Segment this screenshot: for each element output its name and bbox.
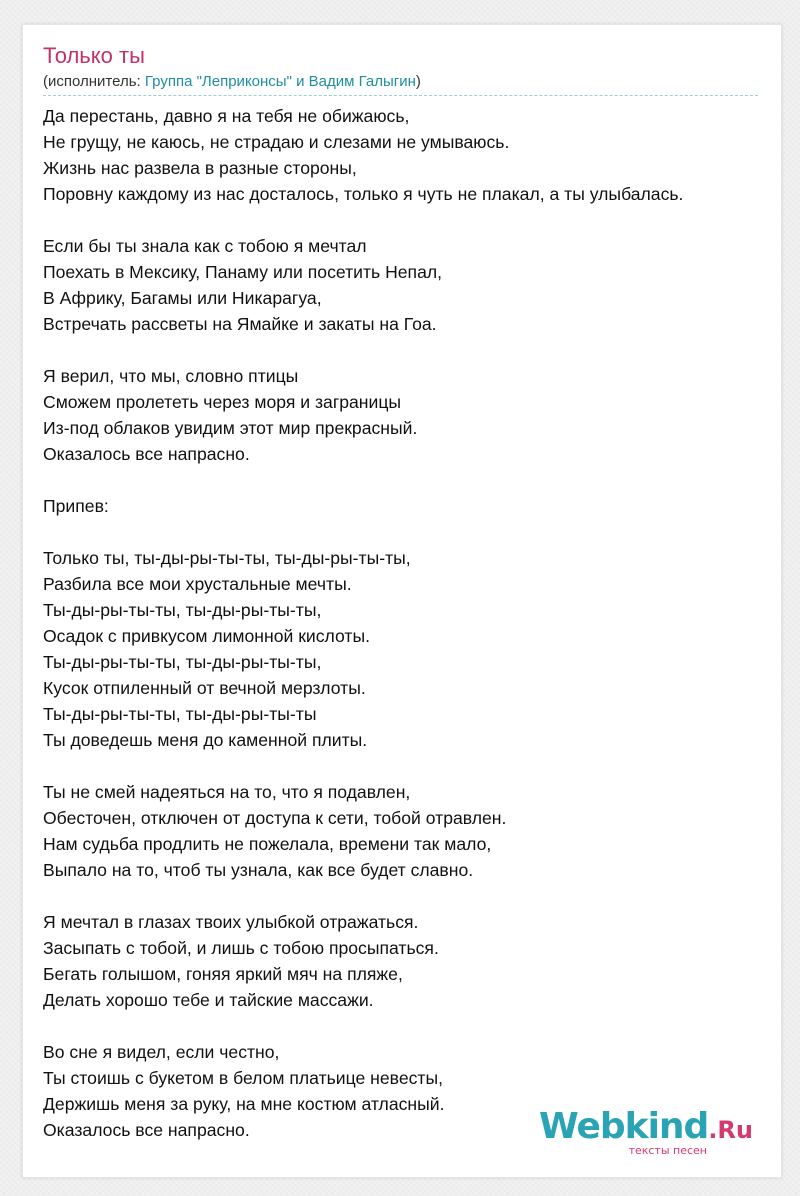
lyric-line: Разбила все мои хрустальные мечты. [43,574,352,594]
lyric-line: Я верил, что мы, словно птицы [43,366,299,386]
stanza-break [43,519,683,545]
lyric-line: Жизнь нас развела в разные стороны, [43,158,357,178]
lyric-line: В Африку, Багамы или Никарагуа, [43,288,322,308]
lyric-line: Да перестань, давно я на тебя не обижаюсь, [43,106,410,126]
lyric-line: Засыпать с тобой, и лишь с тобою просыпаться. [43,938,439,958]
lyric-line: Обесточен, отключен от доступа к сети, тобой отравлен. [43,808,507,828]
lyric-line: Ты не смей надеяться на то, что я подавлен, [43,782,411,802]
lyric-line: Ты-ды-ры-ты-ты, ты-ды-ры-ты-ты, [43,652,322,672]
logo-brand: Webkind [539,1106,709,1147]
lyric-line: Ты доведешь меня до каменной плиты. [43,730,368,750]
lyric-line: Не грущу, не каюсь, не страдаю и слезами не умываюсь. [43,132,510,152]
lyric-line: Кусок отпиленный от вечной мерзлоты. [43,678,366,698]
lyric-line: Выпало на то, чтоб ты узнала, как все будет славно. [43,860,474,880]
logo-tld: .Ru [708,1116,753,1144]
stanza-break [43,207,683,233]
lyric-line: Встречать рассветы на Ямайке и закаты на Гоа. [43,314,437,334]
artist-suffix: ) [415,73,421,90]
lyric-line: Из-под облаков увидим этот мир прекрасный. [43,418,418,438]
lyric-line: Поехать в Мексику, Панаму или посетить Непал, [43,262,443,282]
lyric-line: Только ты, ты-ды-ры-ты-ты, ты-ды-ры-ты-ты, [43,548,411,568]
stanza-break [43,753,683,779]
lyric-line: Поровну каждому из нас досталось, только я чуть не плакал, а ты улыбалась. [43,184,684,204]
lyric-line: Ты-ды-ры-ты-ты, ты-ды-ры-ты-ты, [43,600,322,620]
lyric-line: Делать хорошо тебе и тайские массажи. [43,990,374,1010]
lyrics-body [43,103,683,1143]
lyric-line: Я мечтал в глазах твоих улыбкой отражаться. [43,912,419,932]
artist-prefix: (исполнитель: [43,73,145,90]
stanza-break [43,467,683,493]
lyrics-card [22,24,782,1178]
lyric-line: Припев: [43,496,109,516]
logo-tagline: тексты песен [628,1144,707,1157]
stanza-break [43,883,683,909]
lyric-line: Ты стоишь с букетом в белом платьице невесты, [43,1068,444,1088]
webkind-logo[interactable] [539,1108,753,1157]
lyric-line: Осадок с привкусом лимонной кислоты. [43,626,371,646]
artist-link[interactable]: Группа "Леприконсы" и Вадим Галыгин [144,73,416,90]
song-title: Только ты [43,43,145,68]
lyric-line: Держишь меня за руку, на мне костюм атласный. [43,1094,445,1114]
lyric-line: Оказалось все напрасно. [43,1120,250,1140]
lyric-line: Нам судьба продлить не пожелала, времени так мало, [43,834,492,854]
lyric-line: Оказалось все напрасно. [43,444,250,464]
lyric-line: Бегать голышом, гоняя яркий мяч на пляже, [43,964,403,984]
lyric-line: Ты-ды-ры-ты-ты, ты-ды-ры-ты-ты [43,704,317,724]
lyric-line: Во сне я видел, если честно, [43,1042,280,1062]
stanza-break [43,337,683,363]
artist-line [43,72,758,96]
lyric-line: Сможем пролететь через моря и заграницы [43,392,402,412]
lyric-line: Если бы ты знала как с тобою я мечтал [43,236,367,256]
logo-wordmark [539,1108,753,1149]
stanza-break [43,1013,683,1039]
